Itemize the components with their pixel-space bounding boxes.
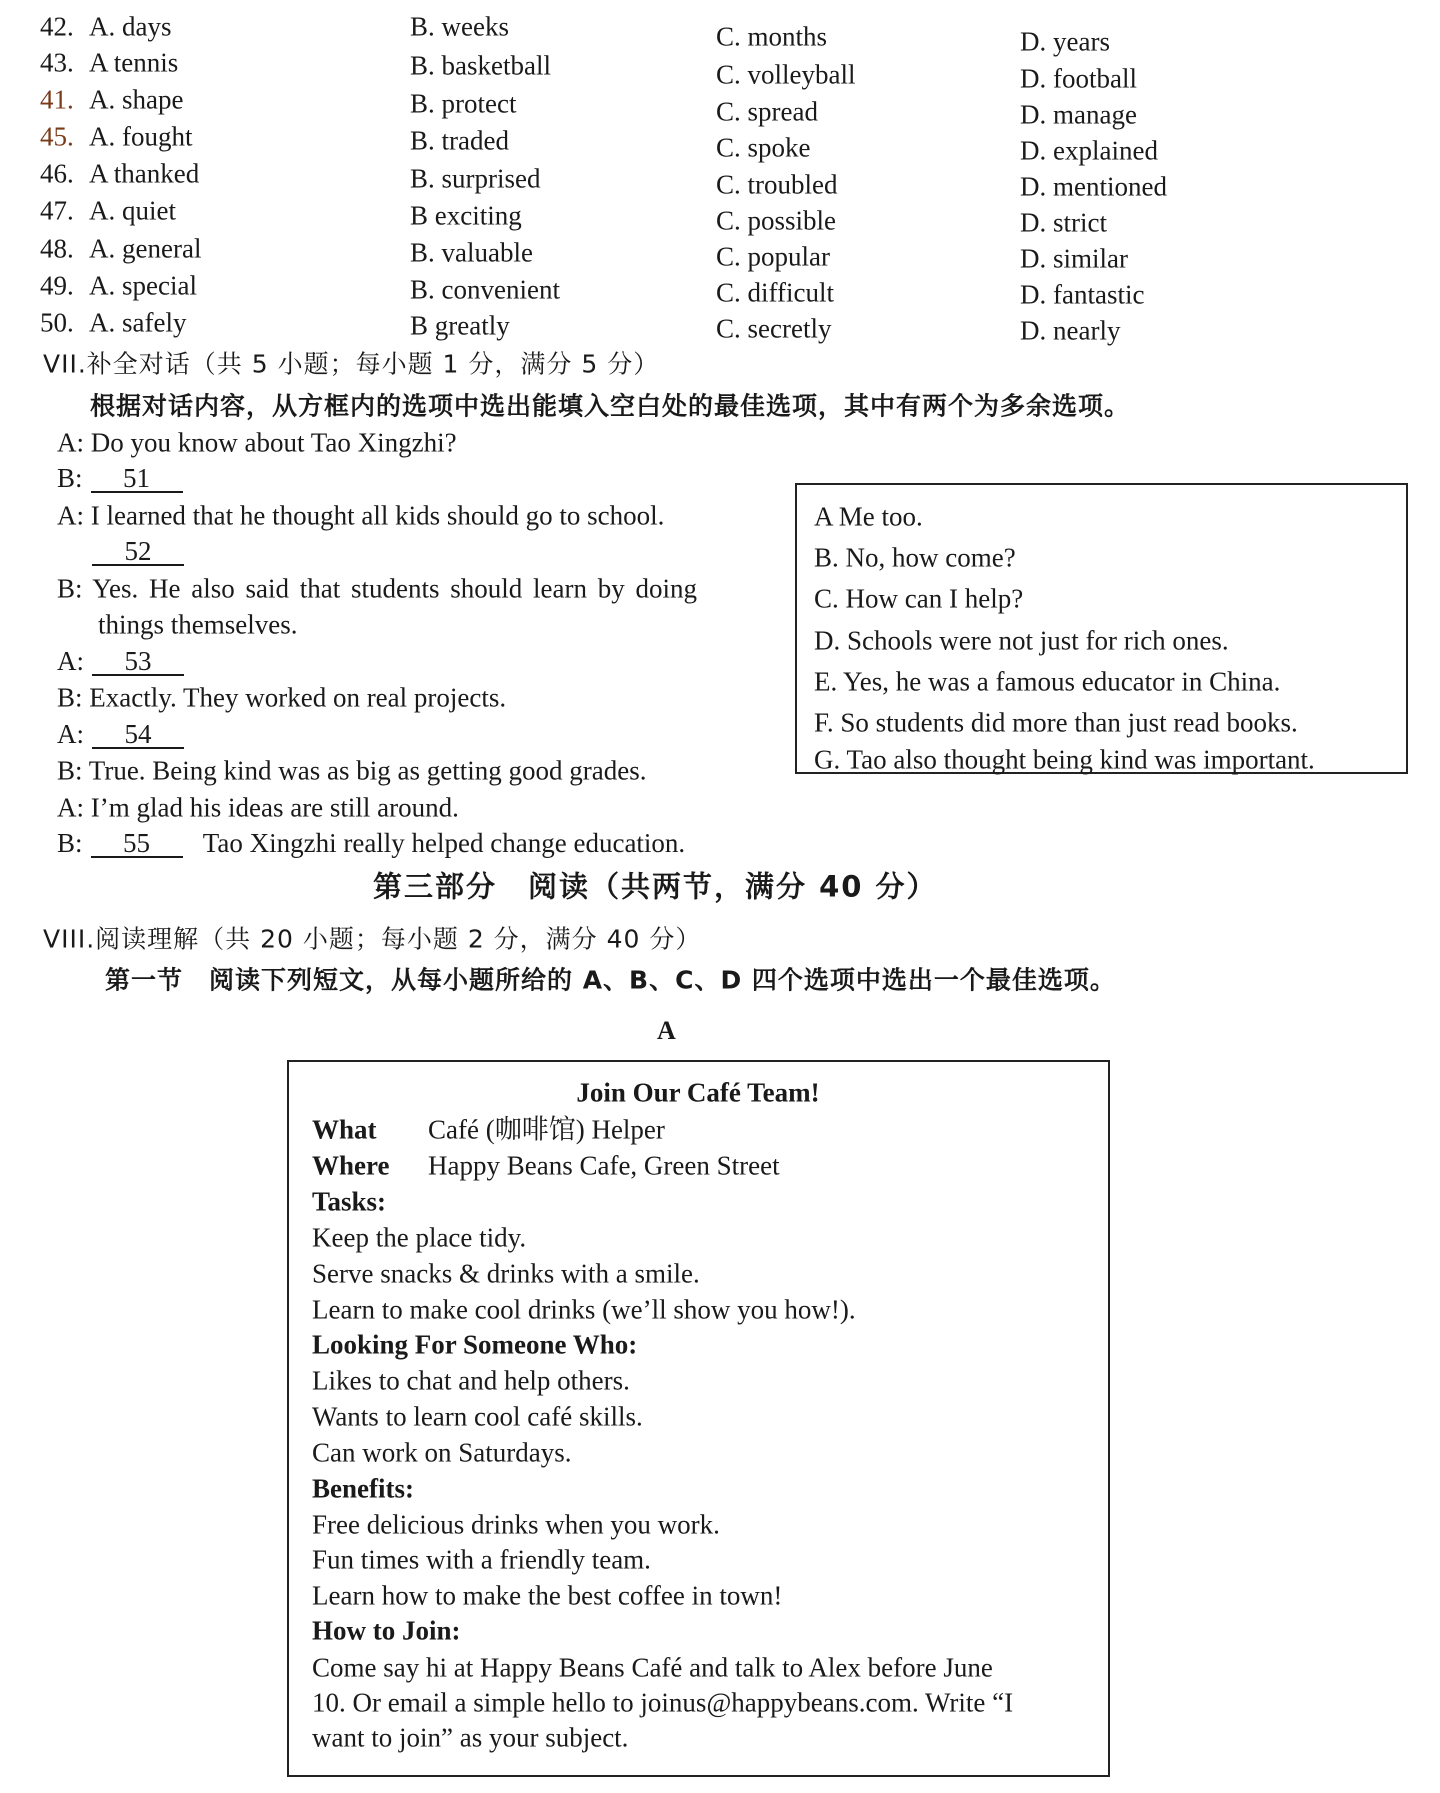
speaker: A:	[57, 719, 84, 749]
option-row	[40, 84, 184, 115]
question-number: 49.	[40, 270, 74, 301]
what-label: What	[312, 1114, 377, 1145]
option-a: A. days	[89, 11, 172, 42]
section-heading: VIII.阅读理解（共 20 小题；每小题 2 分，满分 40 分）	[43, 924, 702, 954]
dialogue-line	[57, 500, 665, 531]
option-row	[40, 307, 187, 338]
option-c: C. secretly	[716, 313, 832, 344]
option-d: D. nearly	[1020, 315, 1121, 346]
section-heading: VII.补全对话（共 5 小题；每小题 1 分，满分 5 分）	[43, 349, 660, 379]
option-b: B. traded	[410, 125, 509, 156]
option-item: A Me too.	[814, 501, 923, 532]
option-item: C. How can I help?	[814, 583, 1024, 614]
dialogue-line	[98, 609, 298, 640]
option-d: D. explained	[1020, 135, 1158, 166]
option-d: D. fantastic	[1020, 279, 1145, 310]
option-a: A thanked	[89, 158, 200, 189]
looking-item: Likes to chat and help others.	[312, 1365, 630, 1396]
task-item: Learn to make cool drinks (we’ll show you how!).	[312, 1294, 856, 1325]
dialogue-text: True. Being kind was as big as getting good grades.	[88, 755, 647, 786]
option-b: B. surprised	[410, 163, 541, 194]
looking-label: Looking For Someone Who:	[312, 1329, 638, 1360]
benefit-item: Learn how to make the best coffee in town!	[312, 1580, 783, 1611]
option-a: A. safely	[89, 307, 187, 338]
option-a: A tennis	[89, 47, 179, 78]
option-item: F. So students did more than just read books.	[814, 707, 1298, 738]
answer-blank-52[interactable]: 52	[92, 538, 184, 566]
option-c: C. difficult	[716, 277, 834, 308]
option-row	[40, 121, 193, 152]
question-number: 42.	[40, 11, 74, 42]
answer-blank-51[interactable]: 51	[91, 465, 183, 493]
option-d: D. strict	[1020, 207, 1107, 238]
option-row	[40, 158, 200, 189]
option-item: D. Schools were not just for rich ones.	[814, 625, 1229, 656]
option-d: D. football	[1020, 63, 1137, 94]
passage-label: A	[657, 1016, 676, 1045]
section-instruction: 根据对话内容，从方框内的选项中选出能填入空白处的最佳选项，其中有两个为多余选项。	[90, 391, 1131, 421]
dialogue-text: Tao Xingzhi really helped change education.	[202, 828, 686, 858]
option-c: C. months	[716, 21, 828, 52]
option-d: D. similar	[1020, 243, 1128, 274]
question-number: 46.	[40, 158, 74, 189]
option-a: A. general	[89, 233, 202, 264]
option-d: D. manage	[1020, 99, 1137, 130]
option-c: C. spread	[716, 96, 818, 127]
dialogue-line	[57, 648, 184, 676]
option-b: B exciting	[410, 200, 522, 231]
notice-title: Join Our Café Team!	[576, 1077, 820, 1108]
speaker: A:	[57, 792, 84, 823]
question-number: 45.	[40, 121, 74, 152]
dialogue-text: I’m glad his ideas are still around.	[90, 792, 459, 823]
option-c: C. spoke	[716, 132, 811, 163]
subsection-instruction: 第一节 阅读下列短文，从每小题所给的 A、B、C、D 四个选项中选出一个最佳选项。	[105, 965, 1116, 995]
dialogue-line	[57, 792, 459, 823]
option-a: A. special	[89, 270, 197, 301]
question-number: 47.	[40, 195, 74, 226]
option-c: C. volleyball	[716, 59, 856, 90]
option-row	[40, 47, 179, 78]
notice-where	[312, 1150, 780, 1181]
dialogue-text: Exactly. They worked on real projects.	[89, 682, 507, 713]
speaker: B:	[57, 755, 83, 786]
option-c: C. troubled	[716, 169, 838, 200]
option-item: B. No, how come?	[814, 542, 1016, 573]
looking-item: Can work on Saturdays.	[312, 1437, 572, 1468]
dialogue-line	[57, 755, 647, 786]
speaker: A:	[57, 427, 84, 458]
dialogue-text: things themselves.	[98, 609, 298, 640]
tasks-label: Tasks:	[312, 1186, 387, 1217]
option-row	[40, 195, 176, 226]
option-b: B. weeks	[410, 11, 509, 42]
option-d: D. years	[1020, 26, 1110, 57]
where-value: Happy Beans Cafe, Green Street	[428, 1150, 780, 1181]
what-value: Café (咖啡馆) Helper	[428, 1114, 665, 1145]
speaker: A:	[57, 646, 84, 676]
dialogue-text: I learned that he thought all kids should go to school.	[90, 500, 665, 531]
question-number: 48.	[40, 233, 74, 264]
join-line: Come say hi at Happy Beans Café and talk to Alex before June	[312, 1652, 993, 1683]
option-c: C. possible	[716, 205, 837, 236]
option-row	[40, 11, 172, 42]
task-item: Serve snacks & drinks with a smile.	[312, 1258, 700, 1289]
benefit-item: Fun times with a friendly team.	[312, 1544, 651, 1575]
dialogue-line	[57, 830, 685, 858]
option-item: E. Yes, he was a famous educator in China.	[814, 666, 1281, 697]
question-number: 41.	[40, 84, 74, 115]
speaker: B:	[57, 828, 83, 858]
where-label: Where	[312, 1150, 390, 1181]
speaker: B:	[57, 463, 83, 493]
dialogue-line	[92, 538, 184, 566]
option-a: A. fought	[89, 121, 193, 152]
option-c: C. popular	[716, 241, 830, 272]
option-a: A. quiet	[89, 195, 176, 226]
option-a: A. shape	[89, 84, 184, 115]
join-label: How to Join:	[312, 1615, 461, 1646]
looking-item: Wants to learn cool café skills.	[312, 1401, 643, 1432]
option-b: B. convenient	[410, 274, 560, 305]
dialogue-text: Do you know about Tao Xingzhi?	[90, 427, 457, 458]
question-number: 43.	[40, 47, 74, 78]
dialogue-line	[57, 682, 507, 713]
task-item: Keep the place tidy.	[312, 1222, 527, 1253]
benefit-item: Free delicious drinks when you work.	[312, 1509, 720, 1540]
dialogue-line	[57, 573, 697, 604]
notice-what	[312, 1114, 665, 1145]
join-line: 10. Or email a simple hello to joinus@happybeans.com. Write “I	[312, 1687, 1014, 1718]
option-row	[40, 233, 202, 264]
option-row	[40, 270, 197, 301]
speaker: B:	[57, 682, 83, 713]
benefits-label: Benefits:	[312, 1473, 414, 1504]
answer-blank-54[interactable]: 54	[92, 721, 184, 749]
dialogue-text: Yes. He also said that students should learn by doing	[92, 573, 697, 604]
speaker: A:	[57, 500, 84, 531]
dialogue-line	[57, 465, 183, 493]
option-d: D. mentioned	[1020, 171, 1167, 202]
answer-blank-53[interactable]: 53	[92, 648, 184, 676]
speaker: B:	[57, 573, 83, 604]
option-b: B. protect	[410, 88, 517, 119]
dialogue-line	[57, 427, 457, 458]
answer-blank-55[interactable]: 55	[91, 830, 183, 858]
question-number: 50.	[40, 307, 74, 338]
part-heading: 第三部分 阅读（共两节，满分 40 分）	[373, 869, 938, 904]
option-b: B greatly	[410, 310, 510, 341]
join-line: want to join” as your subject.	[312, 1722, 629, 1753]
option-item: G. Tao also thought being kind was important.	[814, 744, 1315, 775]
dialogue-line	[57, 721, 184, 749]
option-b: B. basketball	[410, 50, 551, 81]
option-b: B. valuable	[410, 237, 533, 268]
